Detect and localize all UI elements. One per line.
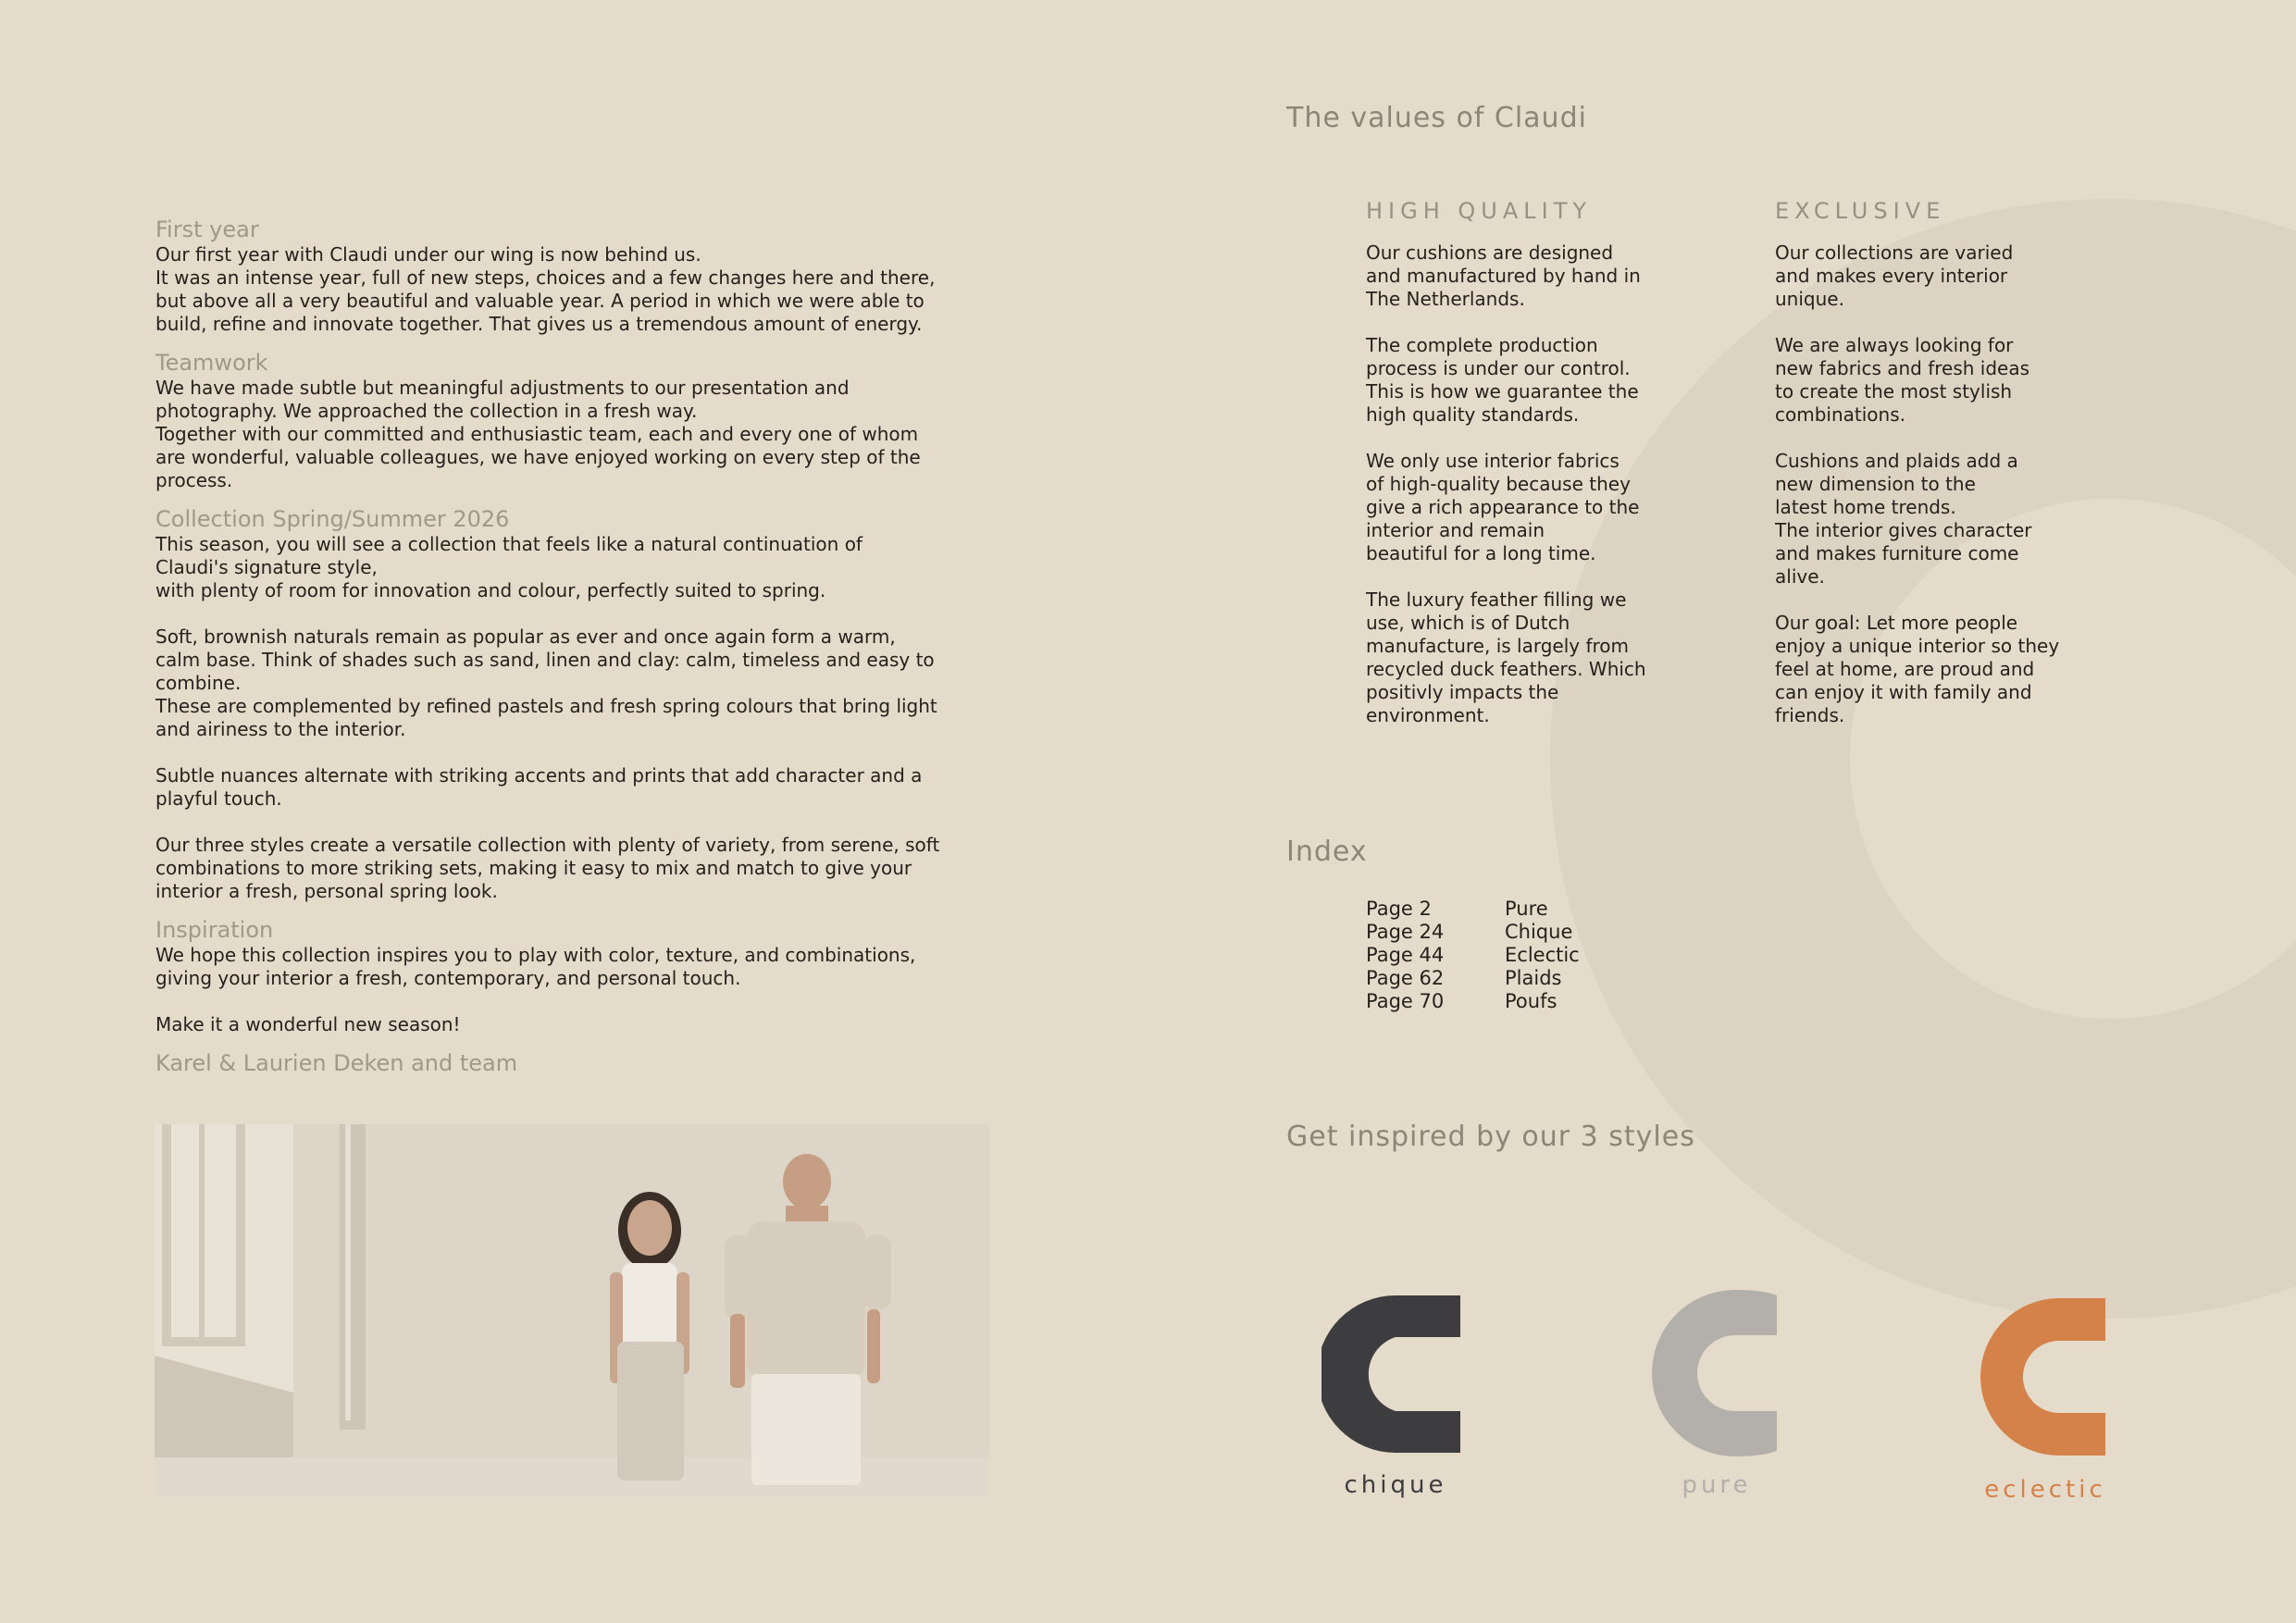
index-row xyxy=(1366,944,1580,967)
style-label: eclectic xyxy=(1984,1476,2106,1504)
section-body: This season, you will see a collection that feels like a natural continuation of Claudi's signature style, with plenty of room for innovation and colour, perfectly suited to spring. Soft, brownish naturals remain as popular as ever and once again form a warm, calm base. Think of shades such as sand, linen and clay: calm, timeless and easy to combine. These are complemented by refined pastels and fresh spring colours that bring light and airiness to the interior. Subtle nuances alternate with striking accents and prints that add character and a playful touch. Our three styles create a versatile collection with plenty of variety, from serene, soft combinations to more striking sets, making it easy to mix and match to give your interior a fresh, personal spring look. xyxy=(155,533,940,902)
left-page-content xyxy=(155,216,1007,1077)
index-page: Page 70 xyxy=(1366,990,1445,1012)
section-inspiration xyxy=(155,916,1007,1036)
index-title: Index xyxy=(1286,836,1368,868)
section-title: Teamwork xyxy=(155,350,268,376)
section-body: Our first year with Claudi under our wing is now behind us. It was an intense year, full of new steps, choices and a few changes here and there, but above all a very beautiful and valuable year. A period in which we were able to build, refine and innovate together. That gives us a tremendous amount of energy. xyxy=(155,243,936,335)
style-label: chique xyxy=(1344,1471,1447,1499)
section-first-year xyxy=(155,216,1007,336)
index-page: Page 2 xyxy=(1366,898,1432,920)
index-page: Page 44 xyxy=(1366,944,1445,966)
section-title: Collection Spring/Summer 2026 xyxy=(155,506,510,532)
style-eclectic xyxy=(1943,1291,2147,1504)
index-row xyxy=(1366,898,1580,921)
section-teamwork xyxy=(155,349,1007,492)
values-title: The values of Claudi xyxy=(1286,102,1587,134)
index-row xyxy=(1366,967,1580,990)
style-label: pure xyxy=(1682,1471,1752,1499)
team-photo xyxy=(155,1124,990,1496)
index-name: Chique xyxy=(1505,921,1573,943)
exclusive-body: Our collections are varied and makes every interior unique. We are always looking for new fabrics and fresh ideas to create the most stylish combinations. Cushions and plaids add a new dimension to the latest home trends. The interior gives character and makes furniture come alive. Our goal: Let more people enjoy a unique interior so they feel at home, are proud and can enjoy it with family and friends. xyxy=(1775,242,2060,726)
high-quality-body: Our cushions are designed and manufactured by hand in The Netherlands. The complete production process is under our control. This is how we guarantee the high quality standards. We only use interior fabrics of high-quality because they give a rich appearance to the interior and remain beautiful for a long time. The luxury feather filling we use, which is of Dutch manufacture, is largely from recycled duck feathers. Which positivly impacts the environment. xyxy=(1366,242,1646,726)
style-logo-c-icon xyxy=(1322,1286,1470,1462)
style-logo-c-icon xyxy=(1643,1286,1791,1462)
styles-title: Get inspired by our 3 styles xyxy=(1286,1121,1695,1153)
style-chique xyxy=(1294,1286,1497,1499)
style-logo-c-icon xyxy=(1971,1291,2119,1467)
index-page: Page 62 xyxy=(1366,967,1445,989)
section-body: We have made subtle but meaningful adjustments to our presentation and photography. We approached the collection in a fresh way. Together with our committed and enthusiastic team, each and every one of whom are wonderful, valuable colleagues, we have enjoyed working on every step of the process. xyxy=(155,377,921,491)
section-body: We hope this collection inspires you to play with color, texture, and combinations, giving your interior a fresh, contemporary, and personal touch. Make it a wonderful new season! xyxy=(155,944,916,1035)
signature: Karel & Laurien Deken and team xyxy=(155,1050,518,1076)
index-row xyxy=(1366,921,1580,944)
section-title: First year xyxy=(155,217,259,242)
index-table xyxy=(1366,898,1580,1013)
section-title: Inspiration xyxy=(155,917,274,943)
style-pure xyxy=(1615,1286,1818,1499)
team-photo-illustration xyxy=(155,1124,990,1496)
high-quality-heading: HIGH QUALITY xyxy=(1366,198,1593,224)
section-collection xyxy=(155,505,1007,903)
index-row xyxy=(1366,990,1580,1013)
index-name: Poufs xyxy=(1505,990,1558,1012)
index-name: Eclectic xyxy=(1505,944,1580,966)
index-page: Page 24 xyxy=(1366,921,1445,943)
index-name: Pure xyxy=(1505,898,1548,920)
index-name: Plaids xyxy=(1505,967,1562,989)
exclusive-heading: EXCLUSIVE xyxy=(1775,198,1946,224)
